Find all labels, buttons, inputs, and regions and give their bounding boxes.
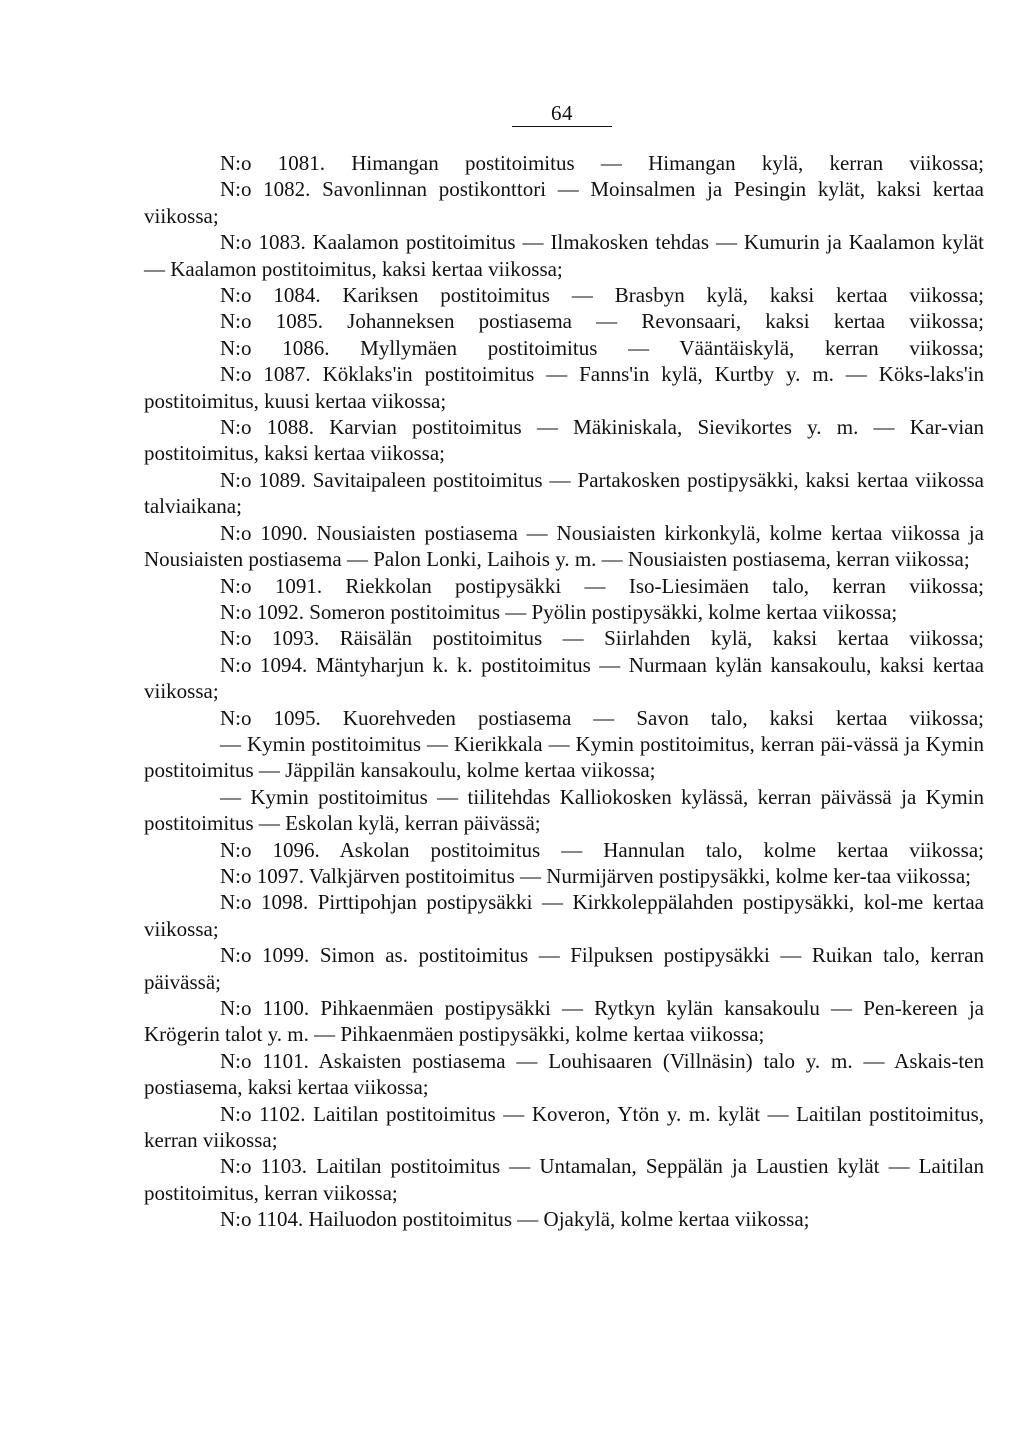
- entry-1094: N:o 1094. Mäntyharjun k. k. postitoimitus — Nurmaan kylän kansakoulu, kaksi kertaa viikossa;: [144, 652, 984, 704]
- entry-1082: N:o 1082. Savonlinnan postikonttori — Moinsalmen ja Pesingin kylät, kaksi kertaa viikossa;: [144, 177, 984, 228]
- entry-1088: N:o 1088. Karvian postitoimitus — Mäkiniskala, Sievikortes y. m. — Kar-vian postitoimitus, kaksi kertaa viikossa;: [144, 415, 984, 466]
- entry-1098: N:o 1098. Pirttipohjan postipysäkki — Kirkkoleppälahden postipysäkki, kol-me kertaa viikossa;: [144, 890, 984, 941]
- entry-1086: N:o 1086. Myllymäen postitoimitus — Vääntäiskylä, kerran viikossa;: [220, 335, 984, 360]
- entry-1102: N:o 1102. Laitilan postitoimitus — Koveron, Ytön y. m. kylät — Laitilan postitoimitus, kerran viikossa;: [144, 1101, 984, 1153]
- entry-1085: N:o 1085. Johanneksen postiasema — Revonsaari, kaksi kertaa viikossa;: [220, 309, 984, 334]
- document-body: [144, 150, 984, 1233]
- entry-1095-kymin-1: — Kymin postitoimitus — Kierikkala — Kymin postitoimitus, kerran päi-vässä ja Kymin postitoimitus — Jäppilän kansakoulu, kolme kertaa viikossa;: [144, 731, 984, 783]
- entry-1104: N:o 1104. Hailuodon postitoimitus — Ojakylä, kolme kertaa viikossa;: [220, 1207, 810, 1232]
- entry-1087: N:o 1087. Köklaks'in postitoimitus — Fanns'in kylä, Kurtby y. m. — Köks-laks'in postitoimitus, kuusi kertaa viikossa;: [144, 362, 984, 413]
- entry-1095: N:o 1095. Kuorehveden postiasema — Savon talo, kaksi kertaa viikossa;: [220, 705, 984, 730]
- entry-1095-kymin-2: — Kymin postitoimitus — tiilitehdas Kalliokosken kylässä, kerran päivässä ja Kymin postitoimitus — Eskolan kylä, kerran päivässä;: [144, 784, 984, 836]
- entry-1099: N:o 1099. Simon as. postitoimitus — Filpuksen postipysäkki — Ruikan talo, kerran päivässä;: [144, 943, 984, 994]
- entry-1096: N:o 1096. Askolan postitoimitus — Hannulan talo, kolme kertaa viikossa;: [220, 837, 984, 862]
- entry-1089: N:o 1089. Savitaipaleen postitoimitus — Partakosken postipysäkki, kaksi kertaa viikossa talviaikana;: [144, 467, 984, 519]
- entry-1083: N:o 1083. Kaalamon postitoimitus — Ilmakosken tehdas — Kumurin ja Kaalamon kylät — Kaalamon postitoimitus, kaksi kertaa viikossa;: [144, 230, 984, 281]
- entry-1084: N:o 1084. Kariksen postitoimitus — Brasbyn kylä, kaksi kertaa viikossa;: [220, 283, 984, 308]
- entry-1101: N:o 1101. Askaisten postiasema — Louhisaaren (Villnäsin) talo y. m. — Askais-ten postiasema, kaksi kertaa viikossa;: [144, 1048, 984, 1100]
- page-number: 64: [551, 101, 573, 125]
- entry-1081: N:o 1081. Himangan postitoimitus — Himangan kylä, kerran viikossa;: [220, 151, 984, 175]
- entry-1103: N:o 1103. Laitilan postitoimitus — Untamalan, Seppälän ja Laustien kylät — Laitilan postitoimitus, kerran viikossa;: [144, 1154, 984, 1205]
- entry-1091: N:o 1091. Riekkolan postipysäkki — Iso-Liesimäen talo, kerran viikossa;: [220, 573, 984, 598]
- page-number-rule: [512, 126, 612, 127]
- entry-1097: N:o 1097. Valkjärven postitoimitus — Nurmijärven postipysäkki, kolme ker-taa viikossa;: [220, 863, 972, 888]
- entry-1093: N:o 1093. Räisälän postitoimitus — Siirlahden kylä, kaksi kertaa viikossa;: [220, 626, 984, 651]
- entry-1090: N:o 1090. Nousiaisten postiasema — Nousiaisten kirkonkylä, kolme kertaa viikossa ja Nousiaisten postiasema — Palon Lonki, Laihois y. m. — Nousiaisten postiasema, kerran viikossa;: [144, 520, 984, 572]
- entry-1100: N:o 1100. Pihkaenmäen postipysäkki — Rytkyn kylän kansakoulu — Pen-kereen ja Krögerin talot y. m. — Pihkaenmäen postipysäkki, kolme kertaa viikossa;: [144, 996, 984, 1047]
- entry-1092: N:o 1092. Someron postitoimitus — Pyölin postipysäkki, kolme kertaa viikossa;: [220, 599, 898, 624]
